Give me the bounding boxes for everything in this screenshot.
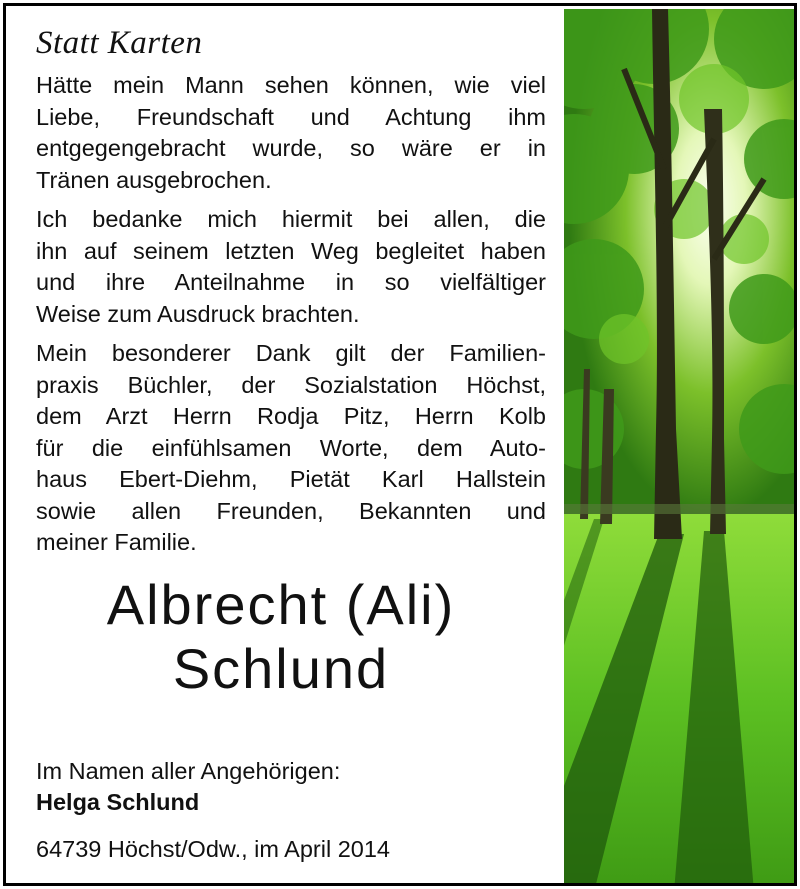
signoff-intro: Im Namen aller Angehörigen: [36, 758, 341, 784]
paragraph-line: entgegengebracht wurde, so wäre er in [36, 135, 546, 161]
deceased-name [36, 573, 526, 701]
paragraph-line: praxis Büchler, der Sozialstation Höchst, [36, 371, 546, 398]
signer-name: Helga Schlund [36, 789, 200, 815]
deceased-name-line-1: Albrecht (Ali) [106, 572, 456, 636]
paragraph-2 [36, 204, 546, 330]
park-trees-photo [564, 9, 797, 886]
notice-heading: Statt Karten [36, 25, 203, 61]
paragraph-3 [36, 338, 546, 559]
paragraph-line: Hätte mein Mann sehen können, wie viel [36, 72, 546, 98]
paragraph-line: Mein besonderer Dank gilt der Familien- [36, 340, 546, 366]
notice-text-column [36, 20, 546, 701]
paragraph-line: Ich bedanke mich hiermit bei allen, die [36, 206, 546, 232]
paragraph-line: für die einfühlsamen Worte, dem Auto- [36, 434, 546, 461]
paragraph-line: sowie allen Freunden, Bekannten und [36, 497, 546, 524]
place-and-date: 64739 Höchst/Odw., im April 2014 [36, 836, 391, 862]
deceased-name-line-2: Schlund [172, 636, 390, 700]
paragraph-line: meiner Familie. [36, 529, 197, 555]
paragraph-line: dem Arzt Herrn Rodja Pitz, Herrn Kolb [36, 403, 546, 429]
paragraph-line: haus Ebert-Diehm, Pietät Karl Hallstein [36, 466, 546, 492]
paragraph-line: Liebe, Freundschaft und Achtung ihm [36, 103, 546, 130]
obituary-notice [3, 3, 797, 886]
park-trees-illustration [564, 9, 797, 886]
paragraph-line: ihn auf seinem letzten Weg begleitet haben [36, 237, 546, 264]
paragraph-line: Weise zum Ausdruck brachten. [36, 300, 360, 327]
paragraph-line: Tränen ausgebrochen. [36, 166, 272, 193]
paragraph-line: und ihre Anteilnahme in so vielfältiger [36, 269, 546, 295]
paragraph-1 [36, 70, 546, 196]
